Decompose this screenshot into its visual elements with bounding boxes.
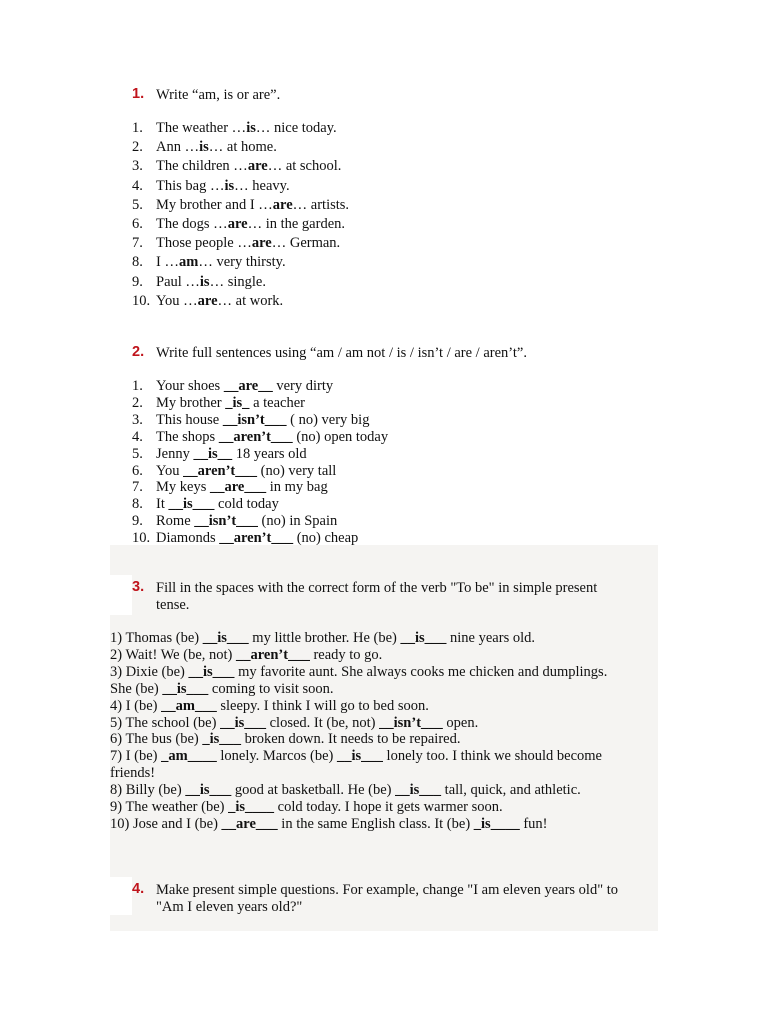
blank-answer: __is___ (188, 663, 235, 680)
item-answer: are (251, 235, 272, 252)
exercise-text: closed. It (be, not) (265, 714, 380, 731)
item-text: ( no) very big (286, 411, 370, 428)
section-3-instruction-line2: tense. (156, 597, 190, 613)
list-item (156, 235, 340, 252)
exercise-line (110, 782, 581, 799)
exercise-text: coming to visit soon. (208, 680, 334, 697)
exercise-line (110, 664, 607, 681)
exercise-line (110, 799, 503, 816)
list-item (156, 513, 337, 530)
item-text: My brother and I … (156, 196, 273, 213)
exercise-text: lonely. Marcos (be) (216, 748, 337, 765)
list-item (156, 293, 283, 310)
exercise-text: 9) The weather (be) (110, 799, 229, 815)
list-item (156, 254, 286, 271)
list-item (156, 412, 369, 429)
list-item-number: 3. (132, 411, 143, 428)
list-item-number: 6. (132, 216, 143, 232)
list-item (156, 496, 279, 513)
exercise-text: nine years old. (446, 630, 535, 646)
exercise-line (110, 731, 460, 748)
item-text: The dogs … (156, 216, 228, 232)
list-item-number: 6. (132, 462, 143, 479)
item-text: Diamonds (156, 530, 220, 547)
blank-answer: __is___ (337, 748, 383, 765)
item-answer: __isn’t___ (222, 411, 287, 428)
exercise-line (110, 630, 535, 647)
exercise-text: tall, quick, and athletic. (441, 782, 581, 799)
exercise-line (110, 647, 382, 664)
blank-answer: __is___ (162, 680, 209, 697)
list-item-number: 5. (132, 196, 143, 213)
item-text: (no) cheap (293, 530, 359, 547)
item-text: It (156, 496, 169, 513)
item-text: This house (156, 411, 223, 428)
list-item-number: 3. (132, 158, 143, 175)
list-item-number: 8. (132, 254, 143, 271)
exercise-line (110, 681, 334, 698)
item-text: Ann … (156, 139, 200, 156)
list-item-number: 1. (132, 120, 143, 136)
list-item-number: 4. (132, 177, 143, 194)
shade-notch (110, 877, 132, 915)
list-item-number: 2. (132, 139, 143, 156)
exercise-text: my favorite aunt. She always cooks me chicken and dumplings. (234, 663, 608, 680)
item-text: … at work. (217, 292, 284, 309)
exercise-line (110, 698, 429, 715)
item-text: I … (156, 254, 179, 271)
list-item-number: 8. (132, 496, 143, 513)
list-item (156, 178, 290, 195)
exercise-line (110, 765, 155, 782)
item-answer: is (199, 139, 209, 156)
shade-notch (110, 575, 132, 615)
list-item (156, 120, 337, 137)
item-text: The children … (156, 158, 248, 175)
exercise-text: broken down. It needs to be repaired. (241, 731, 461, 748)
exercise-line (110, 816, 548, 833)
item-text: Those people … (156, 235, 252, 252)
item-text: This bag … (156, 177, 225, 194)
item-text: … heavy. (234, 177, 290, 194)
item-answer: are (272, 196, 293, 213)
exercise-text: 10) Jose and I (be) (110, 815, 222, 832)
list-item-number: 9. (132, 273, 143, 290)
list-item (156, 463, 336, 480)
list-item (156, 446, 307, 463)
section-2-instruction: Write full sentences using “am / am not / is / isn’t / are / aren’t”. (156, 345, 527, 361)
blank-answer: _is____ (473, 815, 520, 832)
exercise-text: 7) I (be) (110, 748, 162, 765)
section-2-number: 2. (132, 344, 145, 360)
blank-answer: __are___ (221, 815, 278, 832)
item-text: a teacher (249, 394, 305, 411)
item-text: Rome (156, 513, 195, 530)
item-answer: __aren’t___ (218, 428, 293, 445)
list-item-number: 7. (132, 479, 143, 496)
list-item-number: 2. (132, 394, 143, 411)
item-text: … artists. (292, 196, 350, 213)
item-text: The shops (156, 428, 219, 445)
item-text: Your shoes (156, 378, 224, 394)
item-text: in my bag (266, 479, 328, 496)
item-answer: __aren’t___ (219, 530, 294, 547)
item-answer: are (227, 216, 248, 232)
item-text: … very thirsty. (198, 254, 286, 271)
list-item-number: 4. (132, 428, 143, 445)
item-text: You … (156, 292, 198, 309)
list-item-number: 1. (132, 378, 143, 394)
item-text: 18 years old (232, 445, 307, 462)
list-item (156, 158, 341, 175)
blank-answer: __is___ (400, 630, 447, 646)
blank-answer: __is___ (395, 782, 442, 799)
item-text: … in the garden. (247, 216, 346, 232)
exercise-text: fun! (519, 815, 548, 832)
list-item (156, 479, 328, 496)
item-answer: is (246, 120, 256, 136)
list-item-number: 7. (132, 235, 143, 252)
exercise-text: good at basketball. He (be) (231, 782, 396, 799)
item-text: … at school. (267, 158, 342, 175)
list-item (156, 139, 277, 156)
blank-answer: __is___ (185, 782, 232, 799)
section-4-number: 4. (132, 881, 145, 897)
item-answer: _is_ (225, 394, 250, 411)
item-text: Paul … (156, 273, 200, 290)
item-text: You (156, 462, 184, 479)
exercise-text: sleepy. I think I will go to bed soon. (216, 697, 429, 714)
list-item-number: 9. (132, 513, 143, 530)
blank-answer: __isn’t___ (379, 714, 443, 731)
item-text: The weather … (156, 120, 247, 136)
list-item (156, 395, 305, 412)
item-text: My brother (156, 394, 226, 411)
list-item (156, 274, 266, 291)
item-answer: __are__ (223, 378, 273, 394)
item-answer: __is___ (168, 496, 215, 513)
item-text: … at home. (208, 139, 277, 156)
list-item (156, 378, 333, 395)
exercise-text: 1) Thomas (be) (110, 630, 203, 646)
item-answer: __aren’t___ (183, 462, 257, 479)
blank-answer: _am____ (161, 748, 217, 765)
exercise-text: ready to go. (309, 646, 383, 663)
exercise-text: 2) Wait! We (be, not) (110, 646, 236, 663)
item-answer: am (178, 254, 199, 271)
item-text: … single. (209, 273, 266, 290)
blank-answer: _is____ (228, 799, 275, 815)
blank-answer: __is___ (220, 714, 266, 731)
item-text: Jenny (156, 445, 194, 462)
blank-answer: __am___ (161, 697, 217, 714)
item-answer: is (199, 273, 210, 290)
list-item (156, 216, 345, 233)
list-item (156, 530, 358, 547)
list-item-number: 5. (132, 445, 143, 462)
section-1-number: 1. (132, 86, 145, 102)
list-item (156, 197, 349, 214)
item-text: (no) very tall (257, 462, 337, 479)
item-text: … nice today. (255, 120, 337, 136)
item-text: (no) open today (292, 428, 389, 445)
exercise-text: friends! (110, 765, 156, 782)
exercise-text: 8) Billy (be) (110, 782, 186, 799)
item-answer: __are___ (209, 479, 267, 496)
exercise-text: 4) I (be) (110, 697, 162, 714)
exercise-text: 5) The school (be) (110, 714, 221, 731)
item-answer: are (197, 292, 218, 309)
item-answer: __isn’t___ (194, 513, 258, 530)
exercise-text: cold today. I hope it gets warmer soon. (274, 799, 503, 815)
section-3-number: 3. (132, 579, 145, 595)
exercise-text: open. (442, 714, 479, 731)
list-item (156, 429, 388, 446)
section-4-instruction-line2: "Am I eleven years old?" (156, 899, 303, 915)
section-4-instruction-line1: Make present simple questions. For example, change "I am eleven years old" to (156, 882, 619, 898)
item-answer: __is__ (193, 445, 233, 462)
exercise-text: She (be) (110, 680, 163, 697)
exercise-text: my little brother. He (be) (248, 630, 401, 646)
item-text: cold today (214, 496, 279, 513)
item-text: very dirty (272, 378, 334, 394)
exercise-line (110, 748, 602, 765)
exercise-text: in the same English class. It (be) (277, 815, 474, 832)
blank-answer: __is___ (202, 630, 249, 646)
blank-answer: _is___ (202, 731, 242, 748)
section-3-instruction-line1: Fill in the spaces with the correct form of the verb "To be" in simple present (156, 580, 598, 596)
blank-answer: __aren’t___ (235, 646, 310, 663)
exercise-text: 6) The bus (be) (110, 731, 203, 748)
item-text: My keys (156, 479, 210, 496)
exercise-text: 3) Dixie (be) (110, 663, 189, 680)
section-1-instruction: Write “am, is or are”. (156, 87, 281, 103)
item-text: (no) in Spain (257, 513, 338, 530)
item-text: … German. (271, 235, 341, 252)
exercise-text: lonely too. I think we should become (382, 748, 602, 765)
item-answer: is (224, 177, 235, 194)
item-answer: are (247, 158, 268, 175)
list-item-number: 10. (132, 530, 151, 547)
exercise-line (110, 715, 478, 732)
list-item-number: 10. (132, 292, 151, 309)
